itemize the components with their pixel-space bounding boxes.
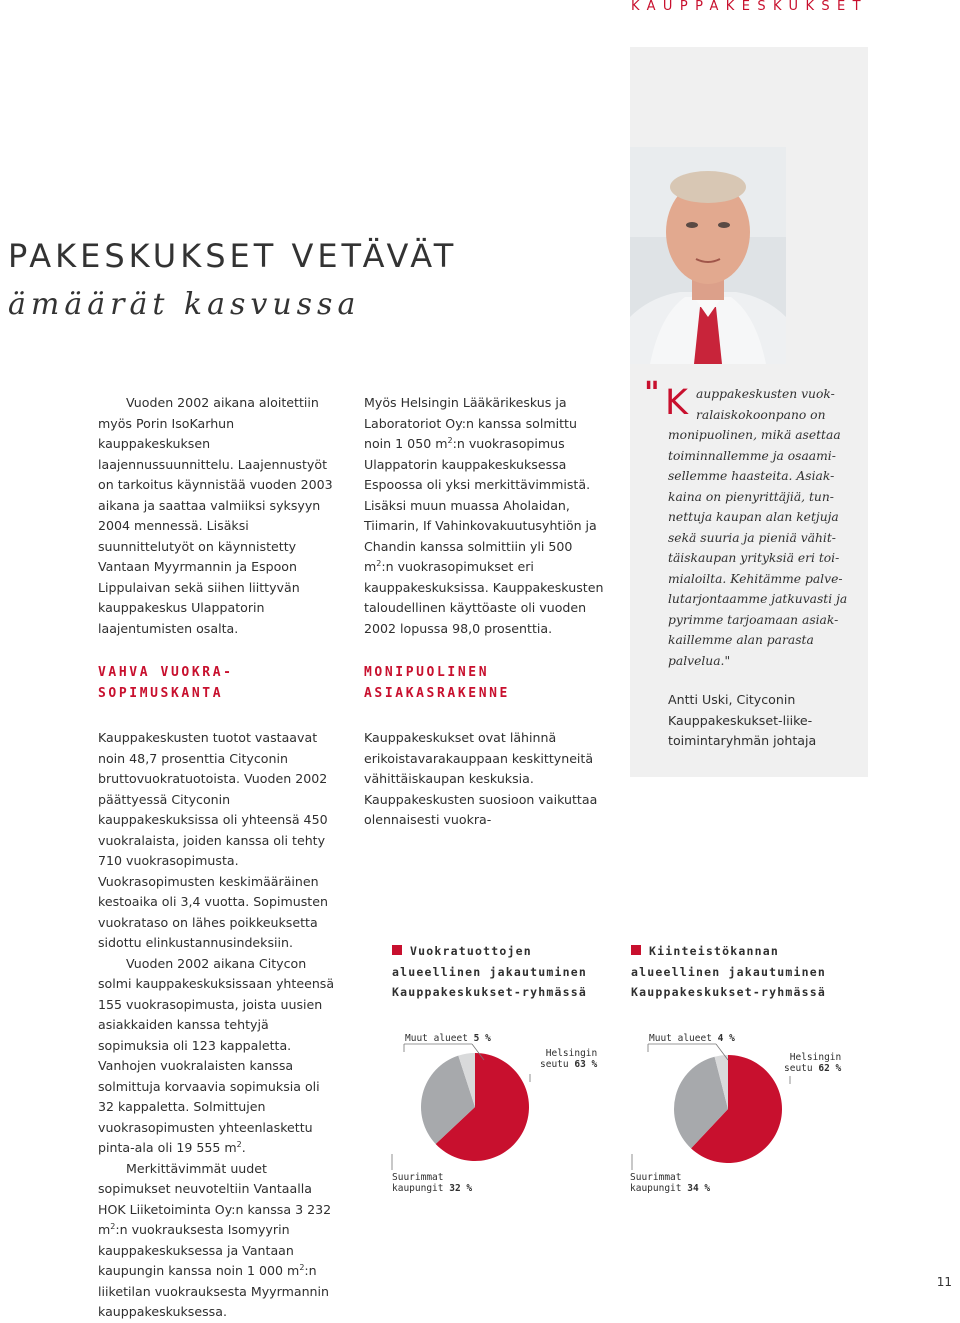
superscript: 2 (447, 435, 453, 445)
text-fragment: . (241, 1140, 246, 1155)
pie-label-largest-left (392, 1172, 472, 1194)
label-text: Muut alueet (405, 1033, 468, 1044)
chart-title-left (392, 941, 622, 1003)
attribution-line: toimintaryhmän johtaja (668, 733, 817, 748)
subheading: VAHVA VUOKRA-SOPIMUSKANTA (98, 665, 234, 701)
quote-line: sekä suuria ja pieniä vähit- (668, 530, 836, 545)
chart-title-text: Vuokratuottojen (410, 944, 532, 958)
chart-title-line (392, 941, 622, 962)
chart-title-line: Kauppakeskukset-ryhmässä (392, 985, 587, 999)
label-text: seutu (784, 1063, 813, 1074)
attribution-line: Kauppakeskukset-liike- (668, 712, 813, 728)
pie-label-largest-right (630, 1172, 710, 1194)
label-value: 34 % (687, 1183, 711, 1194)
text-fragment: :n liiketilan vuokrauksesta Myyrmannin kauppakeskuksessa. (98, 1263, 330, 1319)
paragraph: Kauppakeskukset ovat lähinnä erikoistavarakauppaan keskittyneitä vähittäiskaupan keskuksia. Kauppakeskusten suosioon vaikuttaa olennaisesti vuokra- (364, 730, 598, 827)
pie-label-other-right (649, 1033, 735, 1044)
chart-title-line (631, 941, 861, 962)
text-fragment: :n vuokrasopimus Ulappatorin kauppakeskuksessa Espoossa oli yksi merkittävimmistä. Lisäksi muun muassa Aholaidan, Tiimarin, If Vahinkovakuutusyhtiön ja Chandin kanssa solmittiin yli 500 m (364, 436, 597, 574)
attribution-line: Antti Uski, Cityconin (668, 692, 796, 707)
quote-initial: K (665, 383, 688, 423)
text-column-2 (364, 393, 604, 831)
page-subtitle: ämäärät kasvussa (8, 287, 361, 322)
chart-title-line: Kauppakeskukset-ryhmässä (631, 985, 826, 999)
label-text: Suurimmat (630, 1172, 682, 1183)
pie-label-helsinki-right (784, 1052, 841, 1074)
subheading: MONIPUOLINEN ASIAKASRAKENNE (364, 665, 510, 701)
text-column-1 (98, 393, 338, 1323)
pie-label-helsinki-left (540, 1048, 597, 1070)
label-value: 5 % (473, 1033, 491, 1044)
superscript: 2 (376, 558, 382, 568)
label-value: 63 % (574, 1059, 598, 1070)
page-number: 11 (936, 1275, 952, 1289)
quote-mark-icon: " (644, 376, 660, 411)
section-label: KAUPPAKESKUKSET (630, 0, 868, 14)
label-text: kaupungit (630, 1183, 682, 1194)
text-fragment: Myös Helsingin Lääkärikeskus ja Laboratoriot Oy:n kanssa solmittu noin 1 050 m (364, 395, 577, 451)
text-fragment: :n vuokrauksesta Isomyyrin kauppakeskuksessa ja Vantaan kaupungin kanssa noin 1 000 m (98, 1222, 300, 1278)
chart-title-line: alueellinen jakautuminen (631, 964, 826, 979)
quote-line: nettuja kaupan alan ketjuja (668, 510, 839, 524)
superscript: 2 (236, 1139, 242, 1149)
square-bullet-icon (631, 945, 641, 955)
quote-line: palvelua." (668, 653, 731, 668)
quote-line: sellemme haasteita. Asiak- (668, 469, 835, 483)
text-fragment: Vuoden 2002 aikana Citycon solmi kauppakeskuksissaan yhteensä 155 vuokrasopimusta, joista uusien asiakkaiden kanssa tehtyjä sopimuksia oli 123 kappaletta. Vanhojen vuokralaisten kanssa solmittuja korvaavia sopimuksia oli 32 kappaletta. Solmittujen vuokrasopimusten yhteenlaskettu pinta-ala oli 19 555 m (98, 955, 335, 1155)
quote-line: kaina on pienyrittäjiä, tun- (668, 489, 834, 504)
paragraph (98, 1159, 338, 1323)
text-fragment: :n vuokrasopimukset eri kauppakeskuksissa. Kauppakeskusten taloudellinen käyttöaste oli vuoden 2002 lopussa 98,0 prosenttia. (364, 559, 604, 636)
paragraph (98, 954, 338, 1159)
quote-line: ralaiskokoonpano on (696, 407, 826, 422)
superscript: 2 (299, 1262, 305, 1272)
superscript: 2 (110, 1221, 116, 1231)
label-text: Suurimmat (392, 1172, 444, 1183)
quote-attribution (668, 690, 848, 752)
label-value: 4 % (717, 1033, 735, 1044)
leader-line (472, 1044, 484, 1060)
text-fragment: Merkittävimmät uudet sopimukset neuvoteltiin Vantaalla HOK Liiketoiminta Oy:n kanssa 3 232 m (98, 1160, 332, 1237)
label-text: Muut alueet (649, 1033, 712, 1044)
label-value: 62 % (818, 1063, 842, 1074)
paragraph: Kauppakeskusten tuotot vastaavat noin 48,7 prosenttia Cityconin bruttovuokratuotoista. Vuoden 2002 päättyessä Cityconin kauppakeskuksissa oli yhteensä 450 vuokralaista, joiden kanssa oli tehty 710 vuokrasopimusta. Vuokrasopimusten keskimääräinen kestoaika oli 3,4 vuotta. Sopimusten vuokrataso on lähes poikkeuksetta sidottu elinkustannusindeksiin. (98, 730, 328, 950)
label-text: kaupungit (392, 1183, 444, 1194)
quote-line: täiskaupan yrityksiä eri toi- (668, 551, 840, 565)
portrait-photo (630, 147, 786, 364)
chart-title-right (631, 941, 861, 1003)
label-text: Helsingin (789, 1052, 842, 1063)
label-text: seutu (540, 1059, 569, 1070)
square-bullet-icon (392, 945, 402, 955)
chart-title-line: alueellinen jakautuminen (392, 964, 587, 979)
quote-line: mialoilta. Kehitämme palve- (668, 571, 843, 586)
quote-line: auppakeskusten vuok- (696, 387, 835, 401)
page-title: PAKESKUKSET VETÄVÄT (8, 237, 458, 275)
label-value: 32 % (449, 1183, 473, 1194)
quote-line: kaillemme alan parasta (668, 633, 814, 647)
quote-line: pyrimme tarjoamaan asiak- (668, 612, 839, 627)
paragraph (364, 393, 604, 639)
portrait-illustration (630, 147, 786, 364)
quote-line: lutarjontaamme jatkuvasti ja (668, 592, 848, 606)
leader-line (716, 1044, 728, 1060)
pie-label-other-left (405, 1033, 491, 1044)
paragraph: Vuoden 2002 aikana aloitettiin myös Porin IsoKarhun kauppakeskuksen laajennussuunnittelu. Laajennustyöt on tarkoitus käynnistää vuoden 2003 aikana ja saattaa valmiiksi syksyyn 2004 mennessä. Lisäksi suunnittelutyöt on käynnistetty Vantaan Myyrmannin ja Espoon Lippulaivan sekä siihen liittyvän kauppakeskus Ulappatorin laajentumisten osalta. (98, 395, 333, 636)
label-text: Helsingin (545, 1048, 598, 1059)
quote-line: toiminnallemme ja osaami- (668, 448, 836, 463)
quote-line: monipuolinen, mikä asettaa (668, 428, 841, 442)
pull-quote (668, 384, 848, 671)
chart-title-text: Kiinteistökannan (649, 944, 779, 958)
